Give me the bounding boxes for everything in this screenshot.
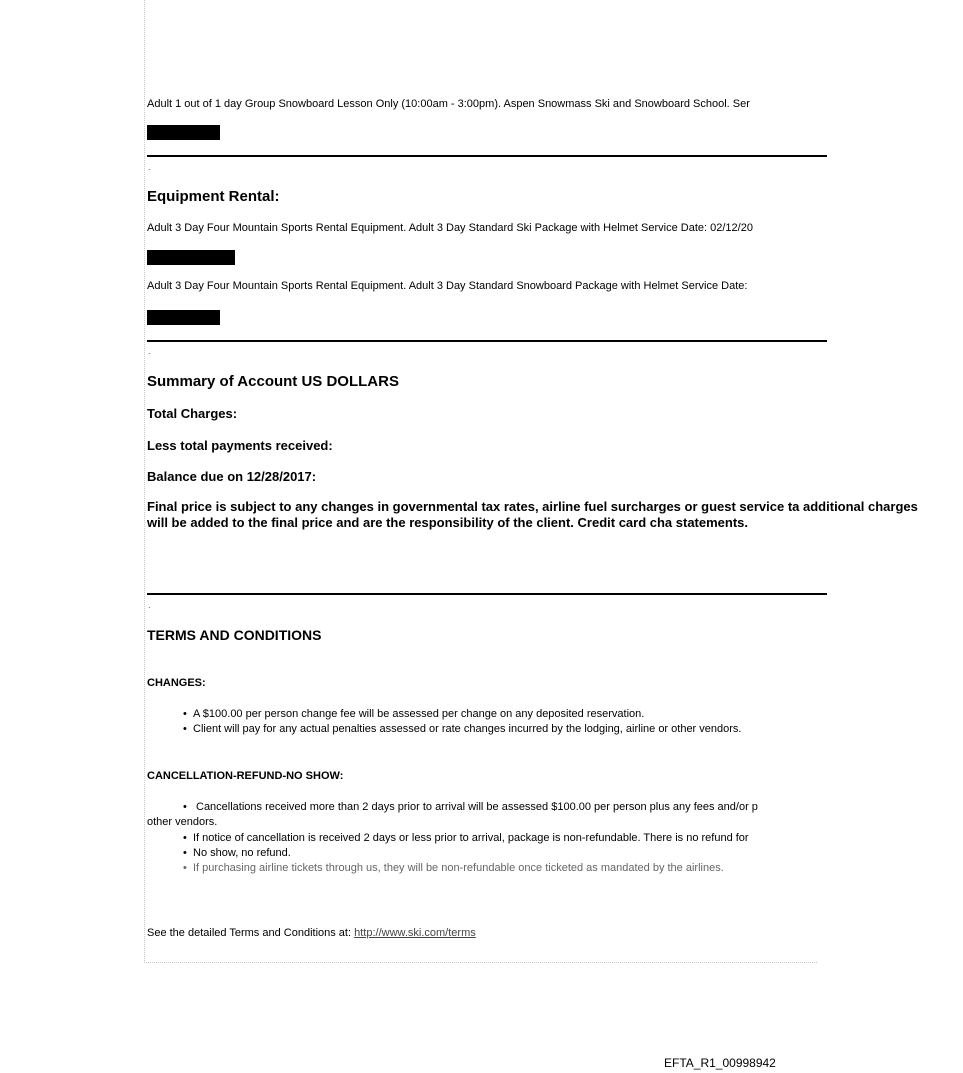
list-item: • No show, no refund. (183, 847, 291, 859)
section-divider (147, 155, 827, 157)
document-id: EFTA_R1_00998942 (664, 1056, 776, 1070)
list-item: • If notice of cancellation is received 2 days or less prior to arrival, package is non-refundable. There is no refund for (183, 832, 749, 844)
separator-dot: . (148, 346, 151, 356)
bullet: • (183, 832, 187, 844)
list-item: • A $100.00 per person change fee will be assessed per change on any deposited reservation. (183, 708, 645, 720)
bullet: • (183, 723, 187, 735)
bullet: • (183, 847, 187, 859)
cancellation-item-1: • Cancellations received more than 2 days prior to arrival will be assessed $100.00 per person plus any fees and/or p (183, 801, 758, 813)
bullet: • (183, 862, 187, 874)
terms-link-line (147, 927, 476, 939)
changes-heading: CHANGES: (147, 677, 206, 689)
equipment-item-snowboard: Adult 3 Day Four Mountain Sports Rental Equipment. Adult 3 Day Standard Snowboard Package with Helmet Service Date: (147, 280, 748, 292)
summary-heading: Summary of Account US DOLLARS (147, 373, 399, 390)
section-divider (147, 593, 827, 595)
section-divider (147, 340, 827, 342)
document-page (144, 0, 918, 963)
cancellation-item-1-cont: other vendors. (147, 816, 218, 828)
price-notice: Final price is subject to any changes in governmental tax rates, airline fuel surcharges or guest service ta additional charges will be added to the final price and are the responsibility of the client. Credit card cha statements. (147, 499, 918, 530)
cancellation-list (183, 831, 963, 876)
equipment-item-ski: Adult 3 Day Four Mountain Sports Rental Equipment. Adult 3 Day Standard Ski Package with Helmet Service Date: 02/12/20 (147, 222, 753, 234)
lesson-line: Adult 1 out of 1 day Group Snowboard Lesson Only (10:00am - 3:00pm). Aspen Snowmass Ski and Snowboard School. Ser (147, 98, 750, 110)
bullet: • (183, 708, 187, 720)
separator-dot: . (148, 600, 151, 610)
changes-list (183, 707, 963, 737)
redaction-box (147, 310, 220, 325)
cancellation-heading: CANCELLATION-REFUND-NO SHOW: (147, 770, 344, 782)
separator-dot: . (148, 162, 151, 172)
redaction-box (147, 250, 235, 265)
payments-received-label: Less total payments received: (147, 438, 333, 453)
see-terms-text: See the detailed Terms and Conditions at: (147, 927, 352, 939)
balance-due-label: Balance due on 12/28/2017: (147, 469, 317, 484)
terms-link[interactable]: http://www.ski.com/terms (354, 927, 476, 939)
list-item: • If purchasing airline tickets through us, they will be non-refundable once ticketed as mandated by the airlines. (183, 862, 724, 874)
equipment-heading: Equipment Rental: (147, 188, 280, 205)
bullet: • (183, 801, 187, 813)
redaction-box (147, 125, 220, 140)
list-item: • Client will pay for any actual penalties assessed or rate changes incurred by the lodging, airline or other vendors. (183, 723, 742, 735)
total-charges-label: Total Charges: (147, 406, 238, 421)
terms-heading: TERMS AND CONDITIONS (147, 627, 322, 643)
